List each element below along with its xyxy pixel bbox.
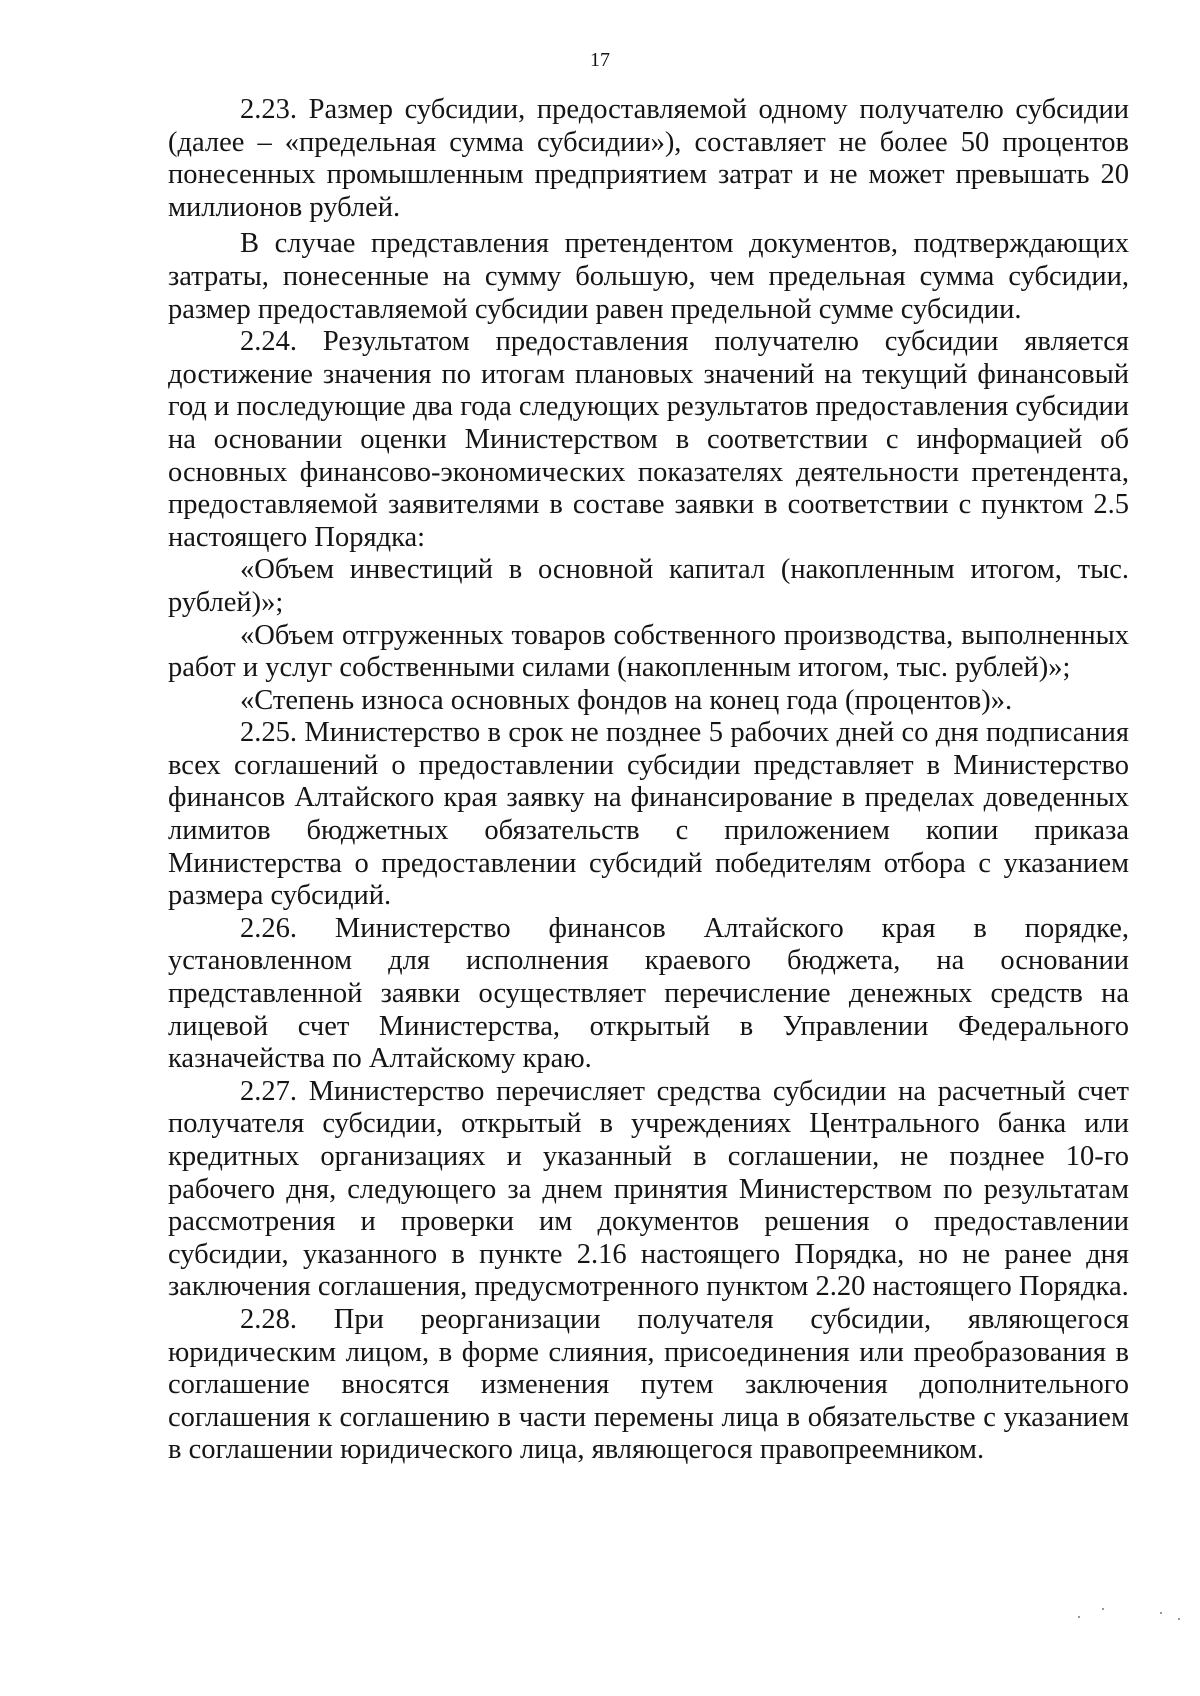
document-body: [168, 94, 1129, 1467]
paragraph-2-23-continued: В случае представления претендентом документов, подтверждающих затраты, понесенные на сумму большую, чем предельная сумма субсидии, размер предоставляемой субсидии равен предельной сумме субсидии.: [168, 228, 1129, 325]
result-indicator-investment: «Объем инвестиций в основной капитал (накопленным итогом, тыс. рублей)»;: [168, 554, 1129, 618]
scan-speck: [1078, 1616, 1080, 1618]
page-number: 17: [590, 49, 610, 71]
paragraph-2-28: 2.28. При реорганизации получателя субсидии, являющегося юридическим лицом, в форме слияния, присоединения или преобразования в соглашение вносятся изменения путем заключения дополнительного соглашения к соглашению в части перемены лица в обязательстве с указанием в соглашении юридического лица, являющегося правопреемником.: [168, 1303, 1129, 1466]
paragraph-2-27: 2.27. Министерство перечисляет средства субсидии на расчетный счет получателя субсидии, открытый в учреждениях Центрального банка или кредитных организациях и указанный в соглашении, не позднее 10-го рабочего дня, следующего за днем принятия Министерством по результатам рассмотрения и проверки им документов решения о предоставлении субсидии, указанного в пункте 2.16 настоящего Порядка, но не ранее дня заключения соглашения, предусмотренного пунктом 2.20 настоящего Порядка.: [168, 1075, 1129, 1303]
paragraph-2-24: 2.24. Результатом предоставления получателю субсидии является достижение значения по итогам плановых значений на текущий финансовый год и последующие два года следующих результатов предоставления субсидии на основании оценки Министерством в соответствии с информацией об основных финансово-экономических показателях деятельности претендента, предоставляемой заявителями в составе заявки в соответствии с пунктом 2.5 настоящего Порядка:: [168, 326, 1129, 553]
result-indicator-depreciation: «Степень износа основных фондов на конец года (процентов)».: [240, 684, 1013, 716]
paragraph-2-25: 2.25. Министерство в срок не позднее 5 рабочих дней со дня подписания всех соглашений о предоставлении субсидии представляет в Министерство финансов Алтайского края заявку на финансирование в пределах доведенных лимитов бюджетных обязательств с приложением копии приказа Министерства о предоставлении субсидий победителям отбора с указанием размера субсидий.: [168, 717, 1129, 912]
paragraph-2-23: 2.23. Размер субсидии, предоставляемой одному получателю субсидии (далее – «предельная сумма субсидии»), составляет не более 50 процентов понесенных промышленным предприятием затрат и не может превышать 20 миллионов рублей.: [168, 94, 1129, 223]
scan-speck: [1178, 1618, 1180, 1620]
scan-speck: [1102, 1608, 1104, 1610]
scan-speck: [1160, 1612, 1162, 1614]
result-indicator-shipped-goods: «Объем отгруженных товаров собственного производства, выполненных работ и услуг собственными силами (накопленным итогом, тыс. рублей)»;: [168, 619, 1129, 684]
paragraph-2-26: 2.26. Министерство финансов Алтайского края в порядке, установленном для исполнения краевого бюджета, на основании представленной заявки осуществляет перечисление денежных средств на лицевой счет Министерства, открытый в Управлении Федерального казначейства по Алтайскому краю.: [168, 912, 1129, 1075]
